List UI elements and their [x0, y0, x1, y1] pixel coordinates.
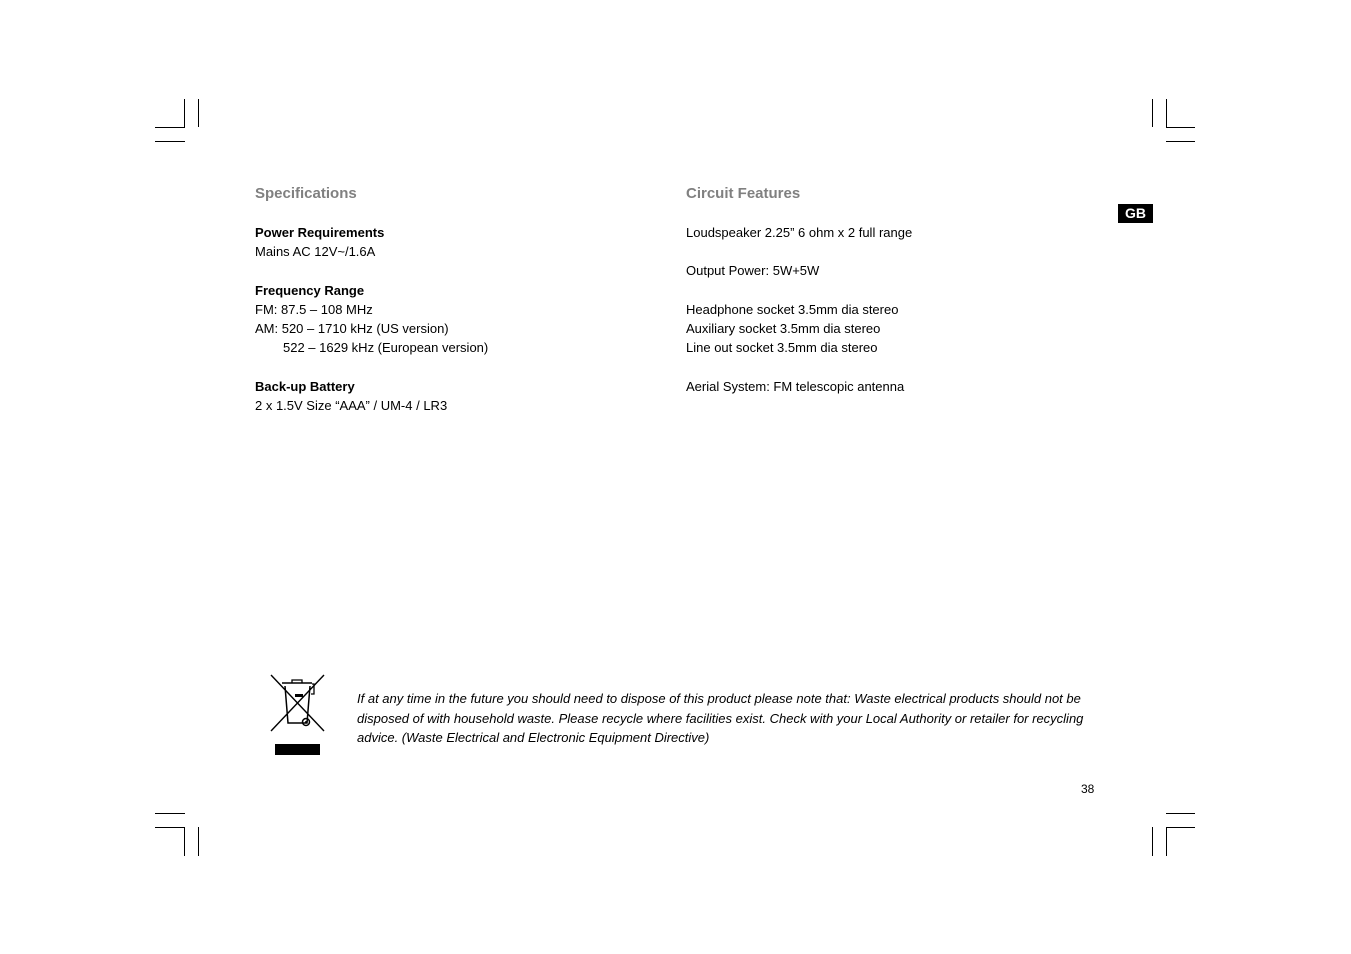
disposal-notice: If at any time in the future you should need to dispose of this product please note that: Waste electrical products should not be disposed of with household waste. Please recycle where facilities exist. Check with your Local Authority or retailer for recycling advice. (Waste Electrical and Electronic Equipment Directive): [357, 691, 1084, 745]
circuit-features-title: Circuit Features: [686, 185, 801, 202]
frequency-range-heading: Frequency Range: [255, 283, 365, 298]
loudspeaker-spec: Loudspeaker 2.25” 6 ohm x 2 full range: [686, 225, 913, 240]
frequency-am-eu: 522 – 1629 kHz (European version): [283, 340, 489, 355]
page-number: 38: [1081, 782, 1095, 796]
backup-battery-value: 2 x 1.5V Size “AAA” / UM-4 / LR3: [255, 398, 448, 413]
aerial-system-spec: Aerial System: FM telescopic antenna: [686, 379, 905, 394]
crossed-out-wheelie-bin-icon: [268, 673, 328, 757]
power-requirements-value: Mains AC 12V~/1.6A: [255, 244, 376, 259]
auxiliary-socket-spec: Auxiliary socket 3.5mm dia stereo: [686, 321, 881, 336]
backup-battery-heading: Back-up Battery: [255, 379, 355, 394]
frequency-am-us: AM: 520 – 1710 kHz (US version): [255, 321, 449, 336]
line-out-socket-spec: Line out socket 3.5mm dia stereo: [686, 340, 878, 355]
frequency-fm: FM: 87.5 – 108 MHz: [255, 302, 373, 317]
power-requirements-heading: Power Requirements: [255, 225, 385, 240]
output-power-spec: Output Power: 5W+5W: [686, 263, 820, 278]
headphone-socket-spec: Headphone socket 3.5mm dia stereo: [686, 302, 899, 317]
language-badge: GB: [1118, 204, 1153, 223]
specifications-title: Specifications: [255, 185, 357, 202]
